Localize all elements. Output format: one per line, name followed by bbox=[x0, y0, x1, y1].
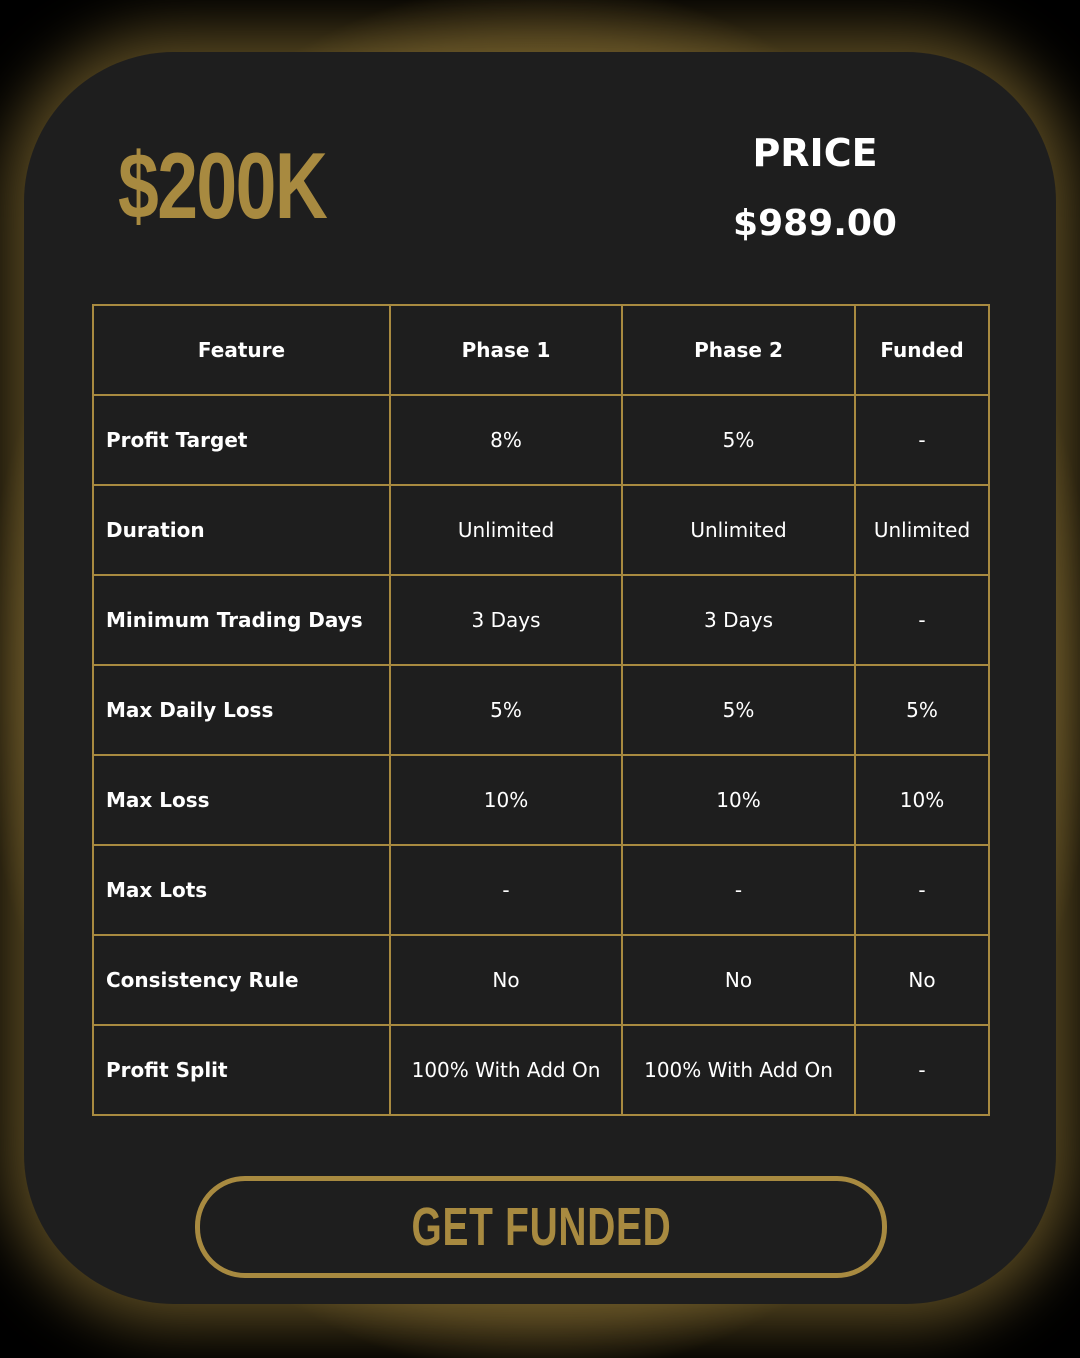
phase-2-cell: 100% With Add On bbox=[622, 1025, 855, 1115]
phase-1-cell: - bbox=[390, 845, 622, 935]
feature-cell: Profit Target bbox=[93, 395, 390, 485]
phase-1-cell: 10% bbox=[390, 755, 622, 845]
table-row bbox=[93, 845, 989, 935]
funded-cell: - bbox=[855, 575, 989, 665]
feature-cell: Consistency Rule bbox=[93, 935, 390, 1025]
phase-2-cell: 5% bbox=[622, 395, 855, 485]
phase-2-cell: 3 Days bbox=[622, 575, 855, 665]
funded-cell: 5% bbox=[855, 665, 989, 755]
table-row bbox=[93, 395, 989, 485]
feature-cell: Profit Split bbox=[93, 1025, 390, 1115]
price-label: PRICE bbox=[752, 131, 878, 175]
phase-1-cell: 8% bbox=[390, 395, 622, 485]
feature-cell: Max Lots bbox=[93, 845, 390, 935]
funded-cell: - bbox=[855, 845, 989, 935]
phase-1-cell: No bbox=[390, 935, 622, 1025]
feature-cell: Max Loss bbox=[93, 755, 390, 845]
table-row bbox=[93, 755, 989, 845]
feature-table bbox=[92, 304, 990, 1116]
column-header-phase-1: Phase 1 bbox=[390, 305, 622, 395]
phase-1-cell: 5% bbox=[390, 665, 622, 755]
funded-cell: Unlimited bbox=[855, 485, 989, 575]
funded-cell: 10% bbox=[855, 755, 989, 845]
table-row bbox=[93, 485, 989, 575]
funded-cell: No bbox=[855, 935, 989, 1025]
column-header-funded: Funded bbox=[855, 305, 989, 395]
get-funded-label: GET FUNDED bbox=[411, 1197, 671, 1257]
phase-1-cell: Unlimited bbox=[390, 485, 622, 575]
phase-2-cell: - bbox=[622, 845, 855, 935]
feature-cell: Duration bbox=[93, 485, 390, 575]
table-row bbox=[93, 1025, 989, 1115]
get-funded-button[interactable] bbox=[195, 1176, 887, 1278]
phase-2-cell: No bbox=[622, 935, 855, 1025]
phase-1-cell: 3 Days bbox=[390, 575, 622, 665]
table-row bbox=[93, 665, 989, 755]
feature-cell: Minimum Trading Days bbox=[93, 575, 390, 665]
price-value: $989.00 bbox=[733, 203, 897, 244]
funded-cell: - bbox=[855, 1025, 989, 1115]
phase-2-cell: Unlimited bbox=[622, 485, 855, 575]
feature-cell: Max Daily Loss bbox=[93, 665, 390, 755]
table-row bbox=[93, 935, 989, 1025]
column-header-phase-2: Phase 2 bbox=[622, 305, 855, 395]
phase-2-cell: 10% bbox=[622, 755, 855, 845]
phase-2-cell: 5% bbox=[622, 665, 855, 755]
column-header-feature: Feature bbox=[93, 305, 390, 395]
table-row bbox=[93, 575, 989, 665]
phase-1-cell: 100% With Add On bbox=[390, 1025, 622, 1115]
funded-cell: - bbox=[855, 395, 989, 485]
account-size: $200K bbox=[118, 133, 327, 238]
table-header-row bbox=[93, 305, 989, 395]
